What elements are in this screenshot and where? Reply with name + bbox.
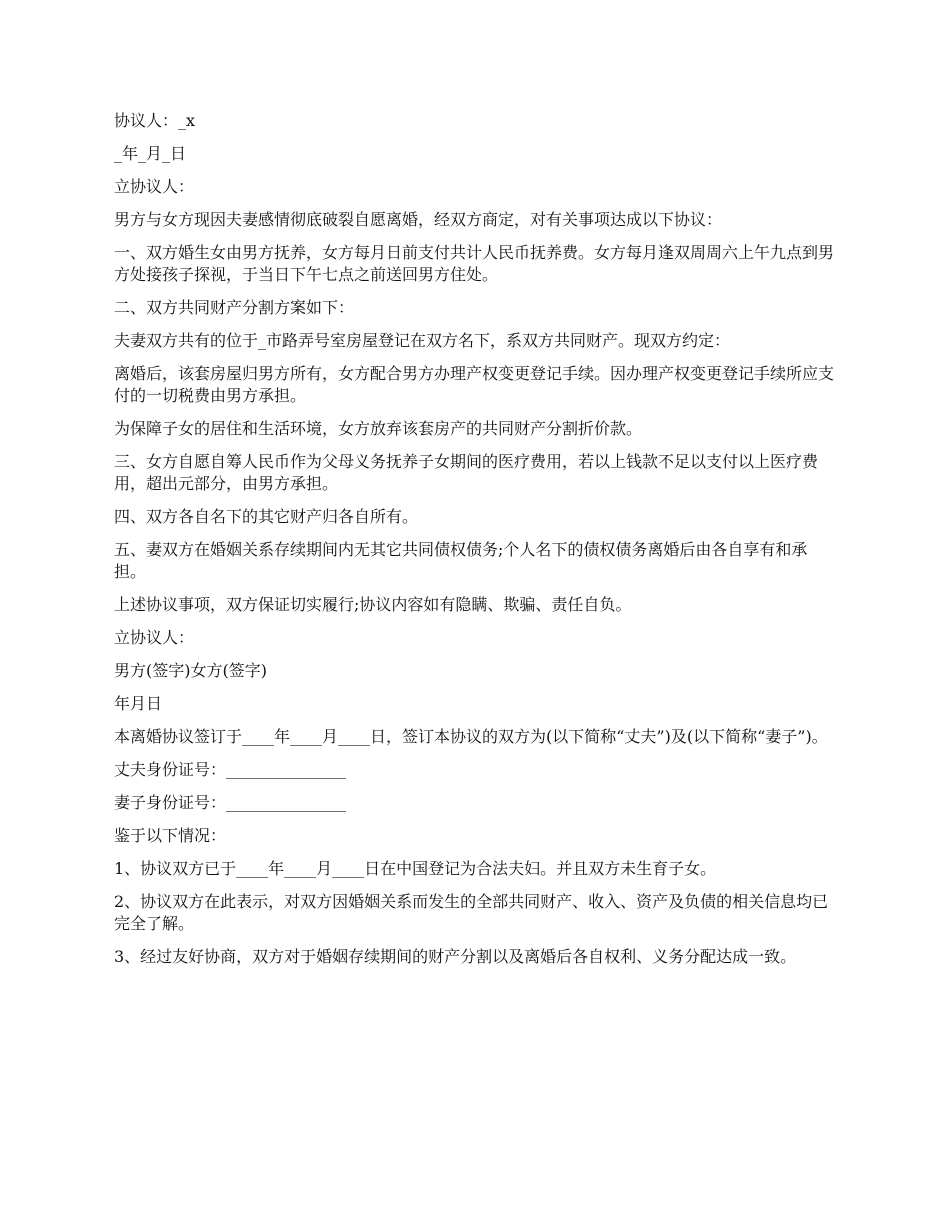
- recitals-heading: 鉴于以下情况：: [114, 826, 227, 845]
- clause-4-personal-property: 四、双方各自名下的其它财产归各自所有。: [114, 507, 419, 526]
- husband-id-line: 丈夫身份证号：_______________: [114, 760, 347, 779]
- recital-1: 1、协议双方已于____年____月____日在中国登记为合法夫妇。并且双方未生育子女。: [114, 859, 717, 878]
- recital-3: 3、经过友好协商，双方对于婚姻存续期间的财产分割以及离婚后各自权利、义务分配达成一致。: [114, 947, 797, 966]
- property-ownership-terms: 离婚后，该套房屋归男方所有，女方配合男方办理产权变更登记手续。因办理产权变更登记手续所应支付的一切税费由男方承担。: [114, 364, 835, 405]
- second-agreement-intro: 本离婚协议签订于____年____月____日，签订本协议的双方为(以下简称“丈夫”)及(以下简称“妻子”)。: [114, 727, 828, 746]
- document-body: [114, 110, 838, 979]
- signature-date-line: 年月日: [114, 694, 163, 713]
- signatory-label: 立协议人：: [114, 177, 195, 196]
- clause-2-heading: 二、双方共同财产分割方案如下：: [114, 298, 355, 317]
- preamble-paragraph: 男方与女方现因夫妻感情彻底破裂自愿离婚，经双方商定，对有关事项达成以下协议：: [114, 210, 723, 229]
- signature-line: 男方(签字)女方(签字): [114, 661, 267, 680]
- performance-guarantee: 上述协议事项，双方保证切实履行;协议内容如有隐瞒、欺骗、责任自负。: [114, 595, 632, 614]
- property-description: 夫妻双方共有的位于_市路弄号室房屋登记在双方名下，系双方共同财产。现双方约定：: [114, 331, 731, 350]
- clause-5-debts: 五、妻双方在婚姻关系存续期间内无其它共同债权债务;个人名下的债权债务离婚后由各自享有和承担。: [114, 540, 808, 581]
- property-waiver: 为保障子女的居住和生活环境，女方放弃该套房产的共同财产分割折价款。: [114, 419, 643, 438]
- signatory-label-2: 立协议人：: [114, 628, 195, 647]
- agreement-party-line: 协议人：_x: [114, 111, 196, 130]
- clause-1-custody: 一、双方婚生女由男方抚养，女方每月日前支付共计人民币抚养费。女方每月逢双周周六上午九点到男方处接孩子探视，于当日下午七点之前送回男方住处。: [114, 243, 835, 284]
- date-line: _年_月_日: [114, 144, 187, 163]
- wife-id-line: 妻子身份证号：_______________: [114, 793, 347, 812]
- recital-2: 2、协议双方在此表示，对双方因婚姻关系而发生的全部共同财产、收入、资产及负债的相关信息均已完全了解。: [114, 892, 829, 933]
- clause-3-medical: 三、女方自愿自筹人民币作为父母义务抚养子女期间的医疗费用，若以上钱款不足以支付以上医疗费用，超出元部分，由男方承担。: [114, 452, 819, 493]
